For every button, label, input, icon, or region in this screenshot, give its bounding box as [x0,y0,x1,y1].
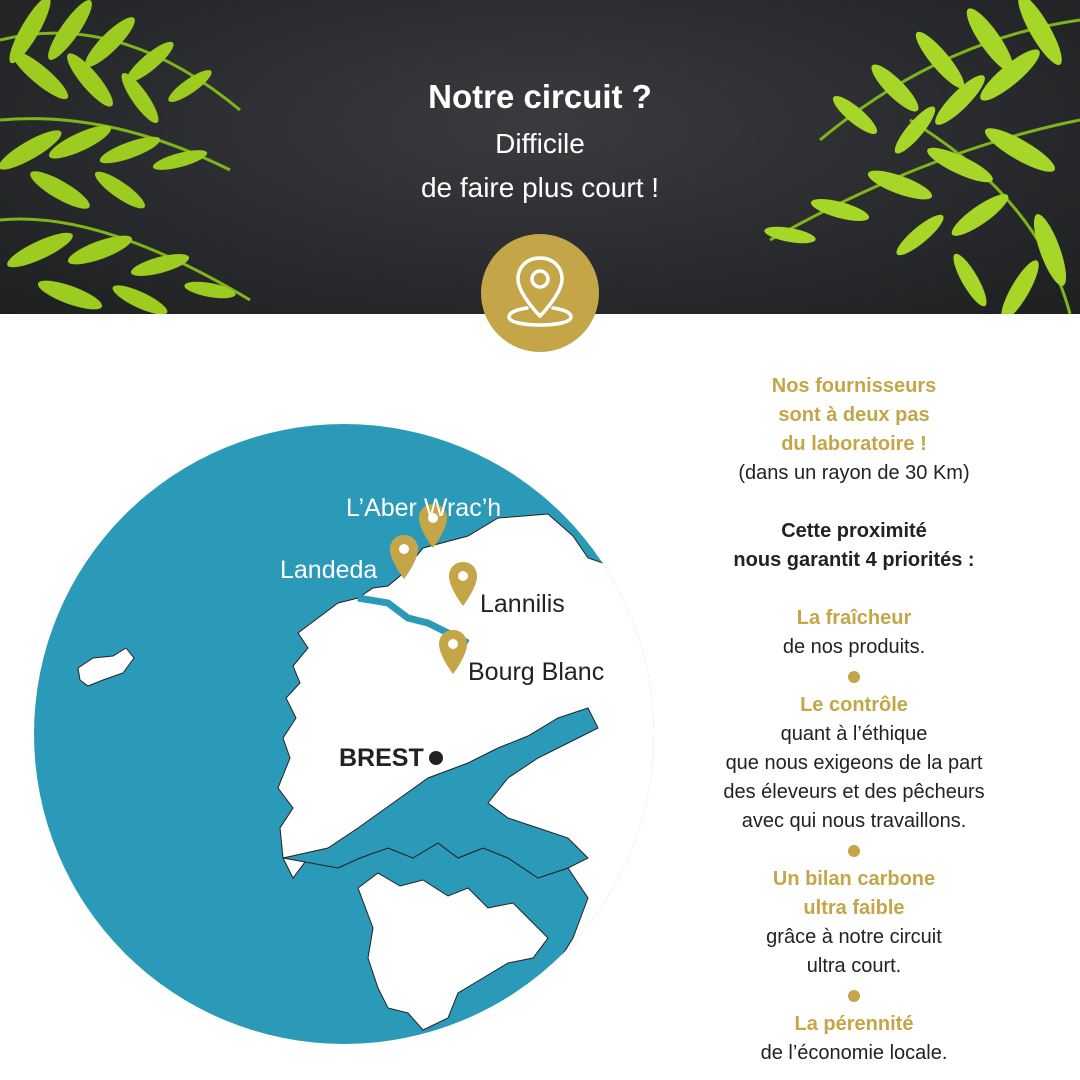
priority-text: de nos produits. [782,636,926,658]
priority-freshness [690,604,1018,662]
label-brest: BREST [339,744,424,772]
priority-text: avec qui nous travaillons. [741,810,967,832]
info-column [690,372,1018,1068]
intro-line-2: sont à deux pas [778,404,930,426]
priority-text: que nous exigeons de la part [725,752,983,774]
proximity-line-1: Cette proximité [781,520,927,542]
priority-title: La fraîcheur [796,607,912,629]
label-landeda: Landeda [280,556,378,584]
priority-carbon [690,865,1018,981]
location-badge [481,234,599,352]
priority-title: Le contrôle [800,694,908,716]
priority-title: La pérennité [794,1013,914,1035]
priority-text: grâce à notre circuit [766,926,942,948]
priority-text: de l’économie locale. [760,1042,948,1064]
page-title: Notre circuit ? [428,78,652,115]
label-lannilis: Lannilis [480,590,565,618]
intro-line-3: du laboratoire ! [781,433,927,455]
priority-control [690,691,1018,836]
bullet-dot [848,845,860,857]
priority-sustainability [690,1010,1018,1068]
bullet-dot [848,671,860,683]
page-subtitle-line-2: de faire plus court ! [420,172,660,203]
region-map [28,418,660,1050]
label-bourg-blanc: Bourg Blanc [468,658,605,686]
intro-note: (dans un rayon de 30 Km) [738,462,970,484]
page-subtitle-line-1: Difficile [495,128,585,159]
priority-text: des éleveurs et des pêcheurs [723,781,985,803]
priority-title: Un bilan carbone [772,868,936,890]
fern-left-decoration [0,0,260,314]
proximity-line-2: nous garantit 4 priorités : [733,549,975,571]
intro-line-1: Nos fournisseurs [771,375,937,397]
priority-title: ultra faible [803,897,905,919]
bullet-dot [848,990,860,1002]
map-pin-icon [481,234,599,352]
brest-dot [429,751,443,765]
priority-text: quant à l’éthique [780,723,928,745]
label-aber-wrach: L’Aber Wrac’h [346,494,502,522]
priority-text: ultra court. [806,955,902,977]
